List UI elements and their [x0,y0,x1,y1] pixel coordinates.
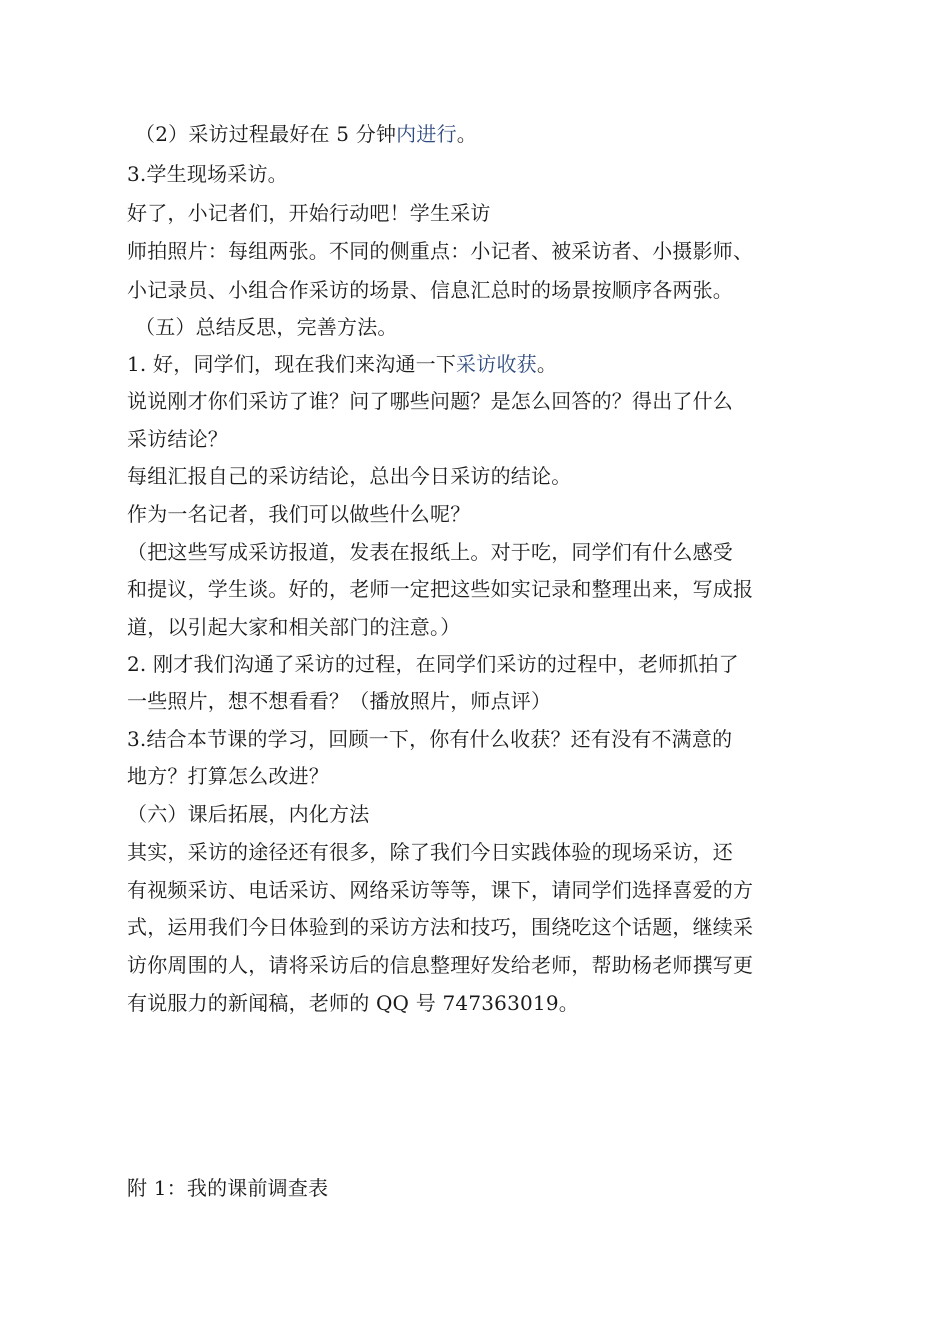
line-text: 小记录员、小组合作采访的场景、信息汇总时的场景按顺序各两张。 [127,278,733,302]
text-line-9 [127,425,228,453]
line-text-end: 。 [456,122,477,146]
text-line-16 [127,687,551,715]
line-text: 访你周围的人，请将采访后的信息整理好发给老师，帮助杨老师撰写更 [127,953,754,977]
text-line-8 [127,387,733,415]
text-line-6 [135,313,398,341]
line-text: 3.结合本节课的学习，回顾一下，你有什么收获？还有没有不满意的 [127,727,733,751]
line-text: 道，以引起大家和相关部门的注意。） [127,615,461,639]
line-text: 作为一名记者，我们可以做些什么呢？ [127,502,471,526]
line-text: 有视频采访、电话采访、网络采访等等，课下，请同学们选择喜爱的方 [127,878,754,902]
text-line-15 [127,650,739,678]
text-line-24 [127,989,579,1017]
line-text: 附 1：我的课前调查表 [127,1176,329,1200]
line-text: 2. 刚才我们沟通了采访的过程，在同学们采访的过程中，老师抓拍了 [127,652,739,676]
line-text: （五）总结反思，完善方法。 [135,315,398,339]
text-line-10 [127,462,571,490]
text-line-20 [127,838,733,866]
line-text: 一些照片，想不想看看？（播放照片，师点评） [127,689,552,713]
text-line-2 [127,160,288,188]
text-line-23 [127,951,753,979]
line-text: 1. 好，同学们，现在我们来沟通一下 [127,352,457,376]
line-text: 和提议，学生谈。好的，老师一定把这些如实记录和整理出来，写成报 [127,577,754,601]
text-line-12 [127,538,733,566]
text-line-22 [127,913,753,941]
text-line-5 [127,276,733,304]
line-text: 式，运用我们今日体验到的采访方法和技巧，围绕吃这个话题，继续采 [127,915,754,939]
highlighted-text: 内进行 [396,122,457,146]
text-line-11 [127,500,470,528]
appendix-heading [127,1174,328,1202]
text-line-21 [127,876,753,904]
text-line-19 [127,800,369,828]
line-text-end: 。 [536,352,558,376]
line-text: 地方？打算怎么改进？ [127,764,329,788]
text-line-4 [127,237,753,265]
line-text: （把这些写成采访报道，发表在报纸上。对于吃，同学们有什么感受 [127,540,733,564]
line-text: 说说刚才你们采访了谁？问了哪些问题？是怎么回答的？得出了什么 [127,389,733,413]
text-line-17 [127,725,732,753]
text-line-1 [135,120,477,148]
line-text: 其实，采访的途径还有很多，除了我们今日实践体验的现场采访，还 [127,840,733,864]
line-text: 3.学生现场采访。 [127,162,288,186]
text-line-3 [127,199,491,227]
text-line-18 [127,762,329,790]
line-text: （六）课后拓展，内化方法 [127,802,370,826]
line-text: （2）采访过程最好在 5 分钟 [135,122,397,146]
line-text: 每组汇报自己的采访结论，总出今日采访的结论。 [127,464,572,488]
line-text: 有说服力的新闻稿，老师的 QQ 号 747363019。 [127,991,579,1015]
text-line-14 [127,613,460,641]
line-text: 采访结论？ [127,427,228,451]
line-text: 师拍照片：每组两张。不同的侧重点：小记者、被采访者、小摄影师、 [127,239,754,263]
text-line-13 [127,575,753,603]
highlighted-text: 采访收获 [456,352,537,376]
text-line-7 [127,350,557,378]
line-text: 好了，小记者们，开始行动吧！学生采访 [127,201,491,225]
